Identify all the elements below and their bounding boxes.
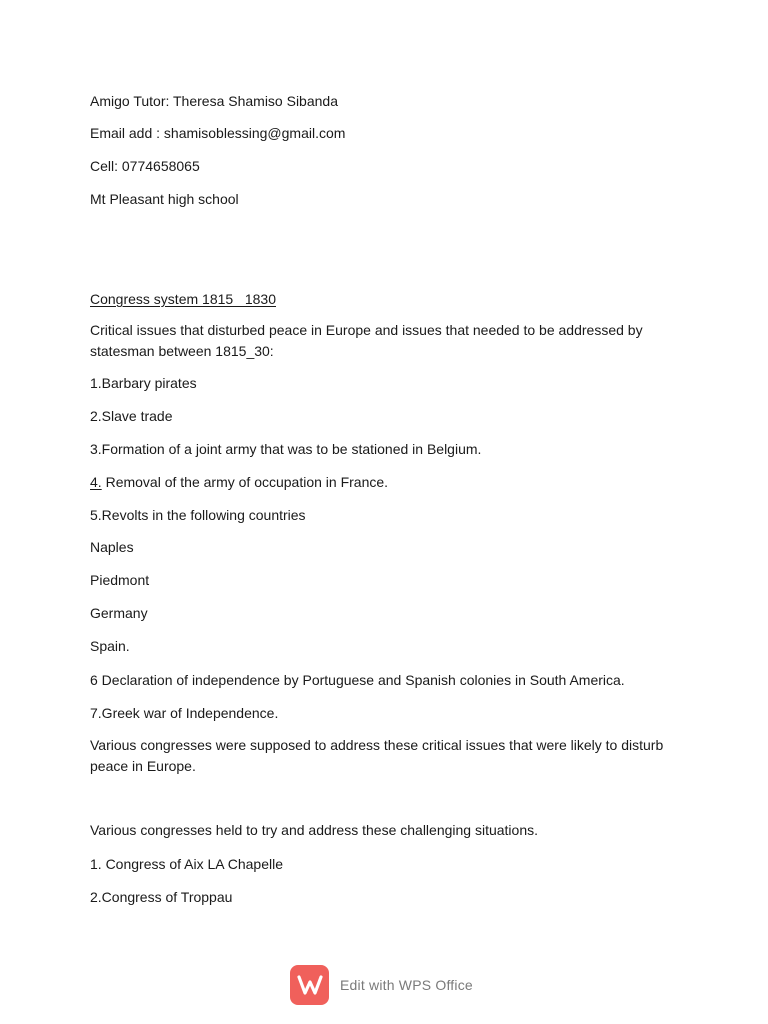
country-item: Piedmont [90, 572, 150, 588]
school-line: Mt Pleasant high school [90, 191, 239, 207]
country-item: Naples [90, 539, 134, 555]
list-item [90, 472, 388, 493]
list-item: 6 Declaration of independence by Portuguese and Spanish colonies in South America. [90, 672, 625, 688]
congress-item: 1. Congress of Aix LA Chapelle [90, 856, 284, 872]
list-item: 7.Greek war of Independence. [90, 705, 279, 721]
list-item-text: Removal of the army of occupation in France. [105, 474, 389, 490]
list-item: 2.Slave trade [90, 408, 173, 424]
wps-logo-icon [290, 965, 329, 1005]
country-item: Germany [90, 605, 148, 621]
list-item: 1.Barbary pirates [90, 375, 197, 391]
summary-paragraph: Various congresses were supposed to address these critical issues that were likely to disturb peace in Europe. [90, 737, 664, 774]
edit-with-wps-label: Edit with WPS Office [340, 977, 473, 993]
list-item-number: 4. [90, 474, 102, 490]
list-item: 3.Formation of a joint army that was to be stationed in Belgium. [90, 441, 482, 457]
wps-w-glyph-icon [297, 973, 323, 997]
list-item: 5.Revolts in the following countries [90, 507, 306, 523]
section-title: Congress system 1815_ 1830 [90, 291, 276, 307]
intro-paragraph: Critical issues that disturbed peace in Europe and issues that needed to be addressed by statesman between 1815_30: [90, 322, 643, 359]
congress-intro: Various congresses held to try and address these challenging situations. [90, 822, 539, 838]
cell-line: Cell: 0774658065 [90, 158, 200, 174]
tutor-line: Amigo Tutor: Theresa Shamiso Sibanda [90, 93, 338, 109]
congress-item: 2.Congress of Troppau [90, 889, 233, 905]
country-item: Spain. [90, 638, 130, 654]
email-line: Email add : shamisoblessing@gmail.com [90, 125, 346, 141]
edit-with-wps-link[interactable] [290, 965, 473, 1005]
